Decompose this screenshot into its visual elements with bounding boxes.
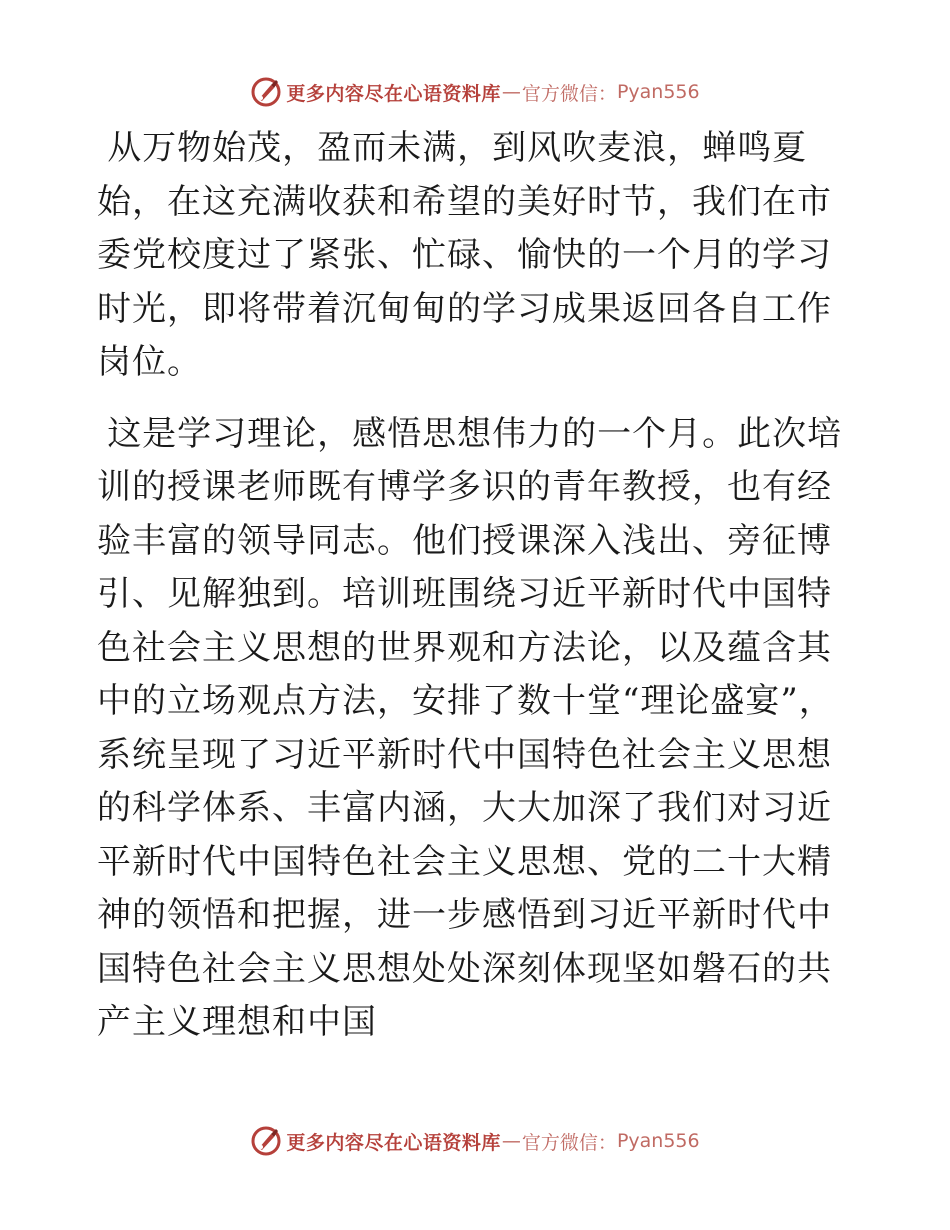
quill-circle-logo-icon <box>250 1125 282 1157</box>
footer-brand-text: 更多内容尽在心语资料库 <box>286 1131 501 1154</box>
body-paragraph-1: 从万物始茂，盈而未满，到风吹麦浪，蝉鸣夏始，在这充满收获和希望的美好时节，我们在市委党校度过了紧张、忙碌、愉快的一个月的学习时光，即将带着沉甸甸的学习成果返回各自工作岗位。 <box>97 128 832 382</box>
header-brand-text: 更多内容尽在心语资料库 <box>286 82 501 105</box>
footer-separator: — <box>501 1130 521 1152</box>
header-separator: — <box>501 81 521 103</box>
document-body <box>97 122 852 1050</box>
footer-wechat-id: Pyan556 <box>616 1130 700 1152</box>
body-paragraph-2: 这是学习理论，感悟思想伟力的一个月。此次培训的授课老师既有博学多识的青年教授，也有经验丰富的领导同志。他们授课深入浅出、旁征博引、见解独到。培训班围绕习近平新时代中国特色社会主义思想的世界观和方法论，以及蕴含其中的立场观点方法，安排了数十堂“理论盛宴”，系统呈现了习近平新时代中国特色社会主义思想的科学体系、丰富内涵，大大加深了我们对习近平新时代中国特色社会主义思想、党的二十大精神的领悟和把握，进一步感悟到习近平新时代中国特色社会主义思想处处深刻体现坚如磐石的共产主义理想和中国 <box>97 413 843 1042</box>
header-wechat-label: 官方微信： <box>521 82 617 105</box>
quill-circle-logo-icon <box>250 76 282 108</box>
header-banner <box>0 72 950 112</box>
footer-wechat-label: 官方微信： <box>521 1131 617 1154</box>
header-wechat-id: Pyan556 <box>616 81 700 103</box>
footer-banner <box>0 1121 950 1161</box>
